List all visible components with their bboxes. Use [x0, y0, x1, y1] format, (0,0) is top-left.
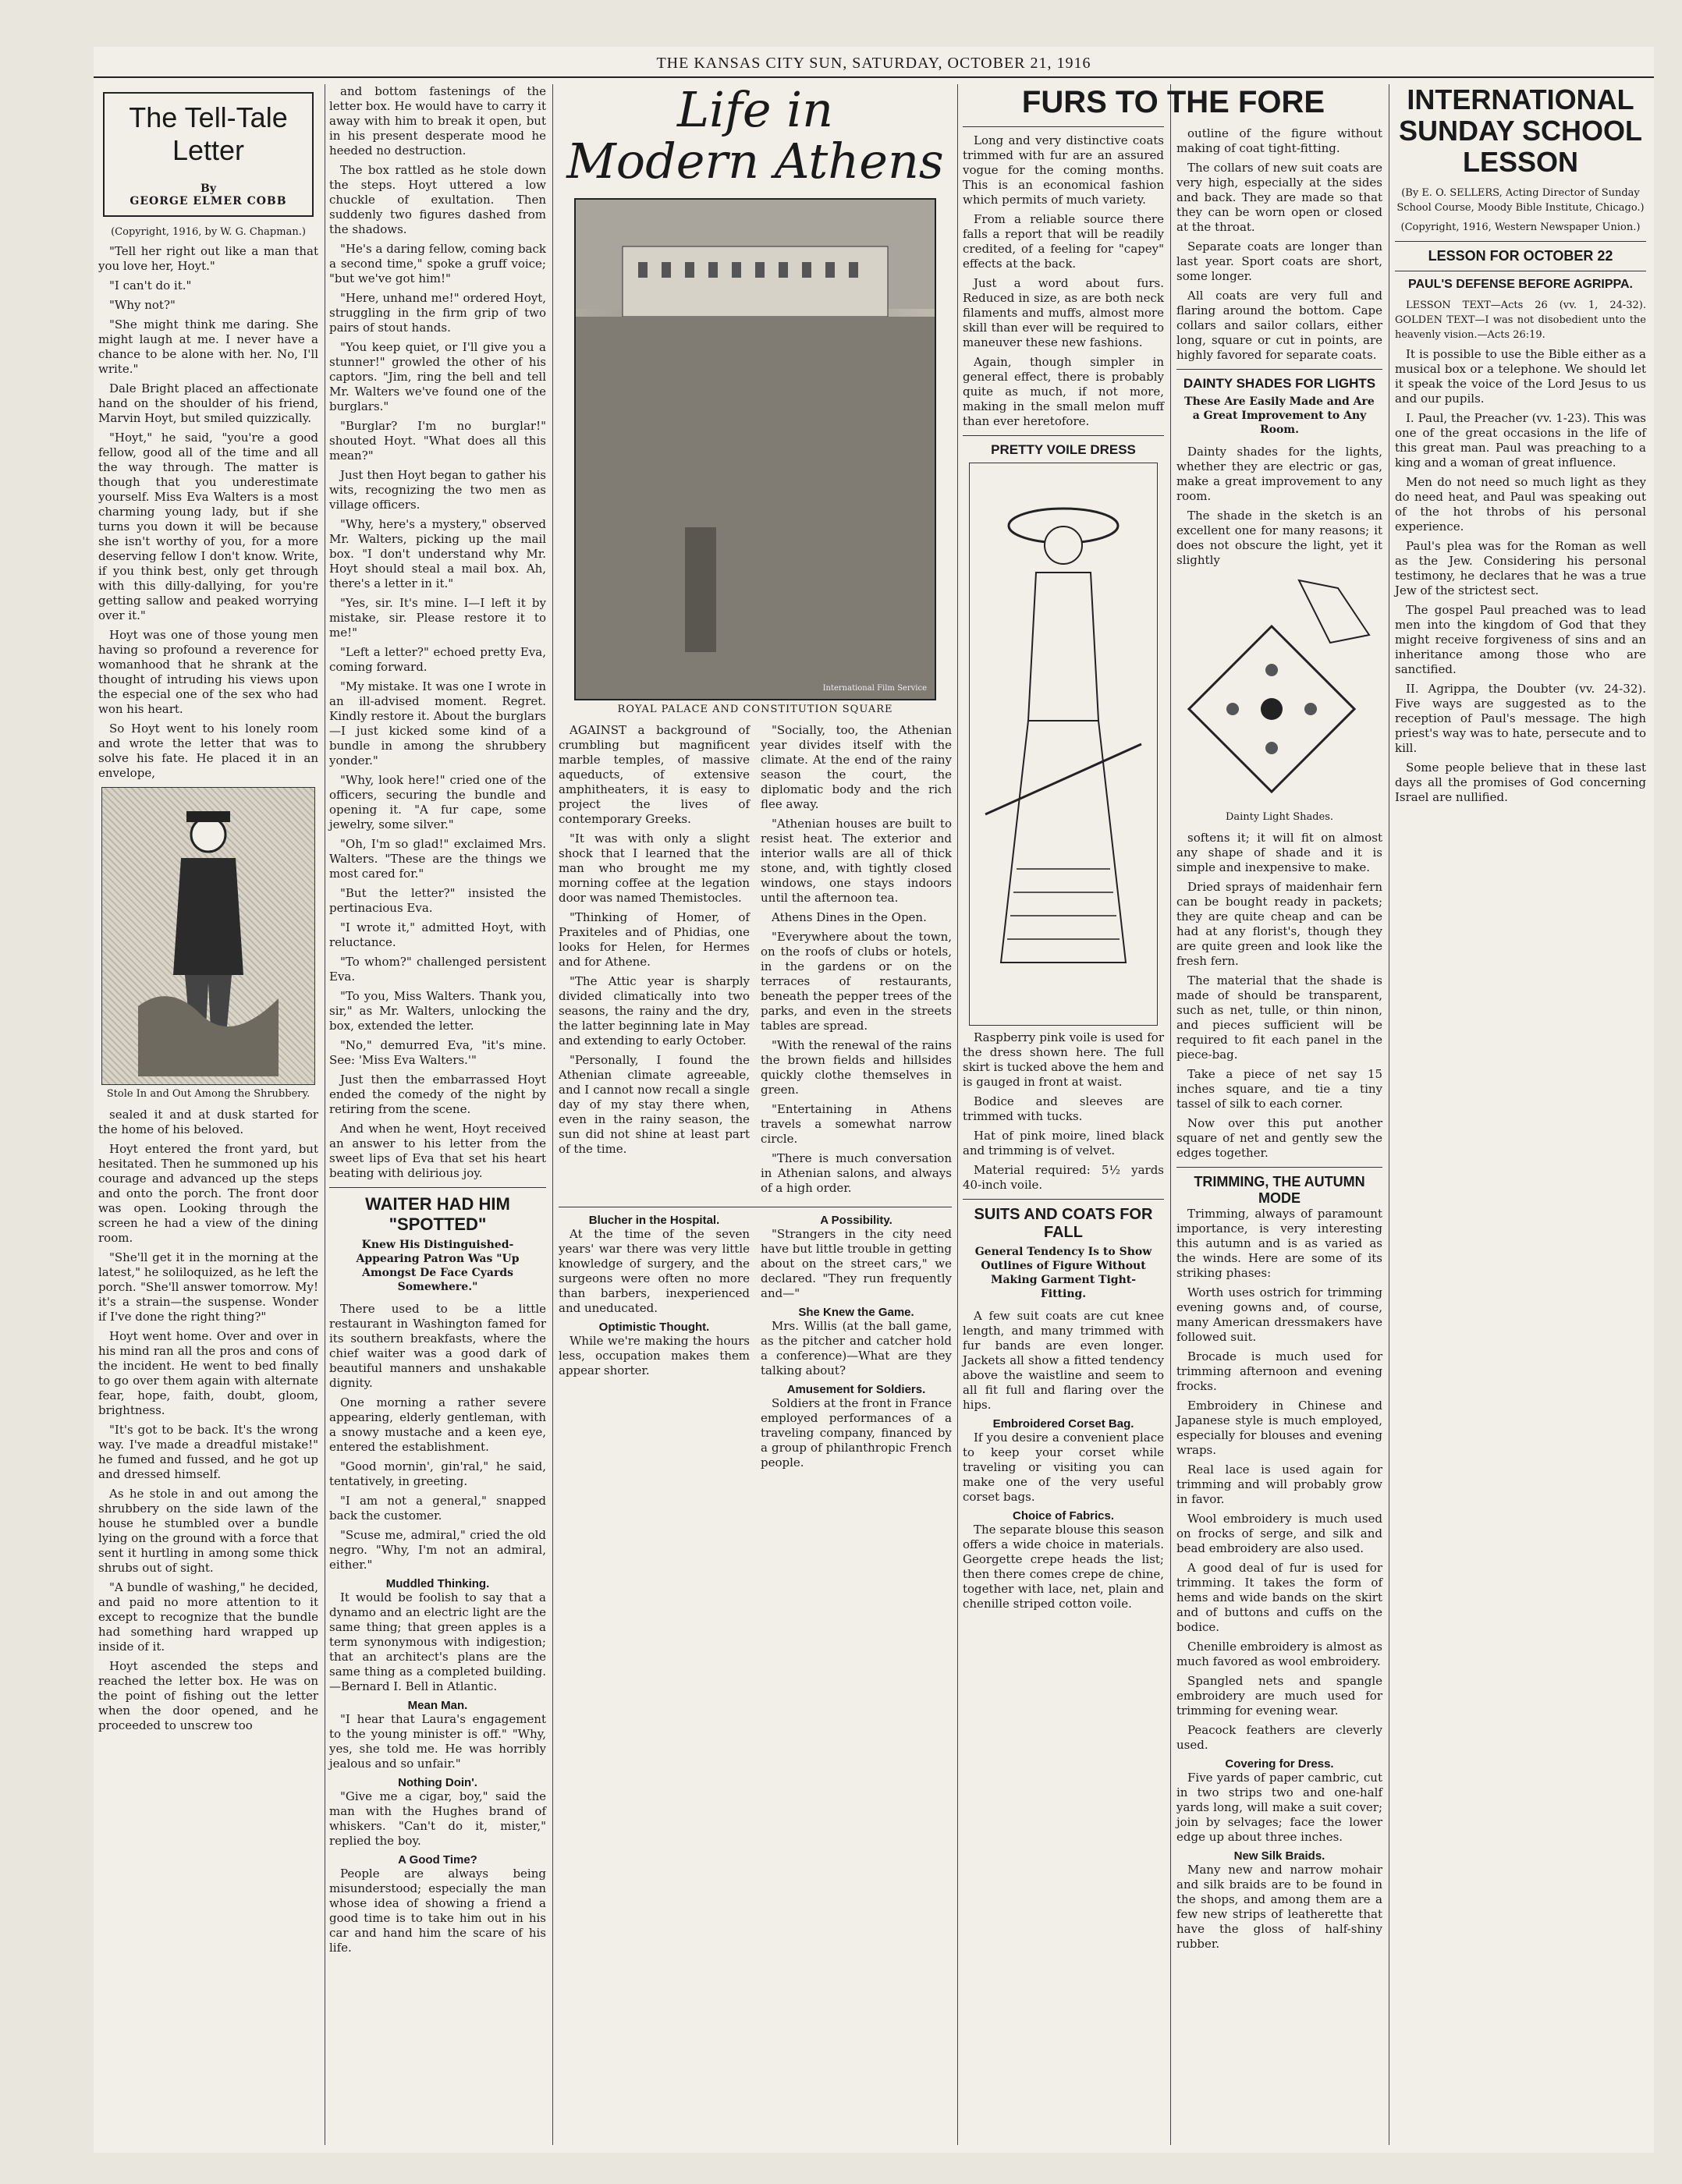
- paragraph: "To you, Miss Walters. Thank you, sir," as Mr. Walters, unlocking the box, extended the letter.: [329, 989, 546, 1033]
- paragraph: "Scuse me, admiral," cried the old negro. "Why, I'm not an admiral, either.": [329, 1528, 546, 1572]
- divider: [963, 435, 1164, 436]
- paragraph: At the time of the seven years' war there was very little knowledge of surgery, and the surgeons were often no more than barbers, inexperienced and uneducated.: [559, 1227, 750, 1315]
- paragraph: Soldiers at the front in France employed performances of a traveling company, financed by a group of philanthropic French people.: [761, 1396, 952, 1470]
- paragraph: The gospel Paul preached was to lead men into the kingdom of God that they might receive forgiveness of sins and an inheritance among those who are sanctified.: [1395, 603, 1646, 676]
- paragraph: Wool embroidery is much used on frocks of serge, and silk and bead embroidery are also used.: [1176, 1512, 1382, 1555]
- game-paragraphs: [761, 1319, 952, 1378]
- paragraph: "I can't do it.": [109, 278, 192, 292]
- muddled-paragraphs: [329, 1590, 546, 1694]
- paragraph: All coats are very full and flaring around the bottom. Cape collars and sailor collars, either long, square or cut in points, are highly favored for separate coats.: [1176, 289, 1382, 362]
- paragraph: "To whom?" challenged persistent Eva.: [329, 955, 546, 984]
- column-shades-trimming: [1176, 84, 1382, 2143]
- story-paragraphs-cont: [98, 1108, 318, 1733]
- paragraph: "She might think me daring. She might laugh at me. I never have a chance to be alone with her. No, I'll write.": [98, 317, 318, 376]
- athens-column-b: [761, 723, 952, 1200]
- paragraph: Dale Bright placed an affectionate hand on the shoulder of his friend, Marvin Hoyt, but smiled quizzically.: [98, 381, 318, 425]
- ss-title-1: INTERNATIONAL: [1407, 83, 1634, 115]
- braids-paragraphs: [1176, 1863, 1382, 1952]
- paragraph: softens it; it will fit on almost any shape of shade and it is simple and inexpensive to make.: [1176, 831, 1382, 874]
- paragraph: It would be foolish to say that a dynamo and an electric light are the same thing; that green apples is a term synonymous with indigestion; that an architect's plans are the same thing as a completed building.—Bernard I. Bell in Atlantic.: [329, 1590, 546, 1693]
- paragraph: Five yards of paper cambric, cut in two strips two and one-half yards long, will make a suit cover; join by selvages; face the lower edge up about three inches.: [1176, 1771, 1382, 1844]
- paragraph: outline of the figure without making of coat tight-fitting.: [1176, 126, 1382, 155]
- paragraph: "I am not a general," snapped back the customer.: [329, 1494, 546, 1523]
- paragraph: Chenille embroidery is almost as much favored as wool embroidery.: [1176, 1640, 1382, 1668]
- paragraph: "She'll get it in the morning at the latest," he soliloquized, as he left the porch. "She'll answer tomorrow. My! it's a strain—the suspense. Wonder if I've done the right thing?": [98, 1250, 318, 1324]
- suits-paragraphs: [963, 1309, 1164, 1413]
- palace-photo: [574, 198, 936, 700]
- story-author: GEORGE ELMER COBB: [130, 195, 287, 207]
- paragraph: I. Paul, the Preacher (vv. 1-23). This was one of the great occasions in the life of this great man. Paul was preaching to a king and a woman of great influence.: [1395, 411, 1646, 470]
- paragraph: "Burglar? I'm no burglar!" shouted Hoyt. "What does all this mean?": [329, 419, 546, 463]
- paragraph: II. Agrippa, the Doubter (vv. 24-32). Five ways are suggested as to the reception of Paul's message. The high priest's way was to hate, persecute and to kill.: [1395, 682, 1646, 755]
- athens-title-line2: Modern Athens: [566, 133, 944, 190]
- paragraph: As he stole in and out among the shrubbery on the side lawn of the house he stumbled over a bundle lying on the ground with a force that sent it hurtling in among some thick shrubs out of sight.: [98, 1487, 318, 1575]
- ss-copyright: (Copyright, 1916, Western Newspaper Union.): [1400, 222, 1641, 233]
- column-tell-tale-letter: [98, 84, 318, 2143]
- paragraph: The material that the shade is made of should be transparent, such as net, tulle, or thin ninon, and pieces sufficient will be required to fit each panel in the piece-bag.: [1176, 973, 1382, 1062]
- corset-headline: Embroidered Corset Bag.: [992, 1417, 1134, 1431]
- paragraph: Spangled nets and spangle embroidery are much used for trimming for evening wear.: [1176, 1674, 1382, 1718]
- paragraph: "Yes, sir. It's mine. I—I left it by mistake, sir. Please restore it to me!": [329, 596, 546, 640]
- athens-column-a: [559, 723, 750, 1200]
- athens-body: [559, 723, 952, 1200]
- lights-paragraphs: [1176, 445, 1382, 568]
- possibility-headline: A Possibility.: [820, 1214, 892, 1227]
- lesson-paragraphs: [1395, 347, 1646, 805]
- paragraph: Athens Dines in the Open.: [772, 910, 927, 924]
- masthead: THE KANSAS CITY SUN, SATURDAY, OCTOBER 21, 1916: [656, 55, 1091, 72]
- nothing-doin-paragraphs: [329, 1789, 546, 1849]
- paragraph: Hoyt entered the front yard, but hesitated. Then he summoned up his courage and advanced up the steps and onto the porch. The front door was open. Looking through the screen he had a view of the dining room.: [98, 1142, 318, 1245]
- paragraph: "Strangers in the city need have but little trouble in getting about on the street cars," we declared. "They run frequently and—": [761, 1227, 952, 1300]
- blucher-paragraphs: [559, 1227, 750, 1316]
- paragraph: "The Attic year is sharply divided climatically into two seasons, the rainy and the dry, the latter beginning late in May and extending to early October.: [559, 974, 750, 1048]
- lights-paragraphs-cont: [1176, 831, 1382, 1161]
- palace-square-icon: [576, 200, 935, 699]
- story-title-box: [103, 92, 314, 217]
- paragraph: "Why not?": [109, 298, 176, 312]
- story-title: The Tell-Tale Letter: [129, 101, 288, 166]
- lights-headline: DAINTY SHADES FOR LIGHTS: [1183, 376, 1376, 391]
- paragraph: Bodice and sleeves are trimmed with tucks.: [963, 1094, 1164, 1123]
- ss-title-3: LESSON: [1462, 146, 1579, 178]
- paragraph: Long and very distinctive coats trimmed with fur are an assured vogue for the coming months. This is an economical fashion which permits of much variety.: [963, 133, 1164, 207]
- paragraph: Again, though simpler in general effect, there is probably quite as much, if not more, making in the small melon muff than ever heretofore.: [963, 355, 1164, 428]
- paragraph: "Left a letter?" echoed pretty Eva, coming forward.: [329, 645, 546, 674]
- paragraph: People are always being misunderstood; especially the man whose idea of showing a friend a good time is to take him out in his car and hand him the scare of his life.: [329, 1867, 546, 1955]
- voile-dress-title: PRETTY VOILE DRESS: [991, 442, 1136, 457]
- paragraph: "But the letter?" insisted the pertinacious Eva.: [329, 886, 546, 915]
- paragraph: "Hoyt," he said, "you're a good fellow, good all of the time and all the way through. The matter is though that you underestimate yourself. Miss Eva Walters is a most charming young lady, but if she turns you down it will be because she isn't worthy of you, for a more deserving fellow I don't know. Write, if you think best, only get through with this dilly-dallying, for you're getting sallow and peaked worrying over it.": [98, 431, 318, 622]
- paragraph: Brocade is much used for trimming afternoon and evening frocks.: [1176, 1349, 1382, 1393]
- shorts-column-a: [559, 1214, 750, 1475]
- furs-paragraphs: [963, 133, 1164, 429]
- column-life-in-athens: [559, 81, 952, 2143]
- trimming-headline: TRIMMING, THE AUTUMN MODE: [1194, 1174, 1365, 1206]
- paragraph: "He's a daring fellow, coming back a second time," spoke a gruff voice; "but we've got him!": [329, 242, 546, 285]
- shorts-column-b: [761, 1214, 952, 1475]
- lamp-shade-icon: [1182, 573, 1377, 807]
- dress-cover-paragraphs: [1176, 1771, 1382, 1845]
- paragraph: From a reliable source there falls a report that will be readily credited, of a feeling for "capey" effects at the back.: [963, 212, 1164, 271]
- lights-caption: Dainty Light Shades.: [1225, 811, 1334, 823]
- story-illustration: [101, 787, 315, 1085]
- game-headline: She Knew the Game.: [798, 1306, 914, 1319]
- photo-credit: International Film Service: [822, 684, 927, 693]
- paragraph: "Personally, I found the Athenian climate agreeable, and I cannot now recall a single day of my stay there when, even in the rainy season, the sun did not shine at least part of the time.: [559, 1053, 750, 1156]
- paragraph: The box rattled as he stole down the steps. Hoyt uttered a low chuckle of exultation. Then suddenly two figures dashed from the shadows.: [329, 163, 546, 236]
- paragraph: "I hear that Laura's engagement to the young minister is off." "Why, yes, she told me. He was horribly jealous and so unfair.": [329, 1712, 546, 1771]
- paragraph: Take a piece of net say 15 inches square, and tie a tiny tassel of silk to each corner.: [1176, 1067, 1382, 1111]
- paragraph: The collars of new suit coats are very high, especially at the sides and back. They are made so that they can be worn open or closed at the throat.: [1176, 161, 1382, 234]
- paragraph: If you desire a convenient place to keep your corset while traveling or visiting you can make one of the very useful corset bags.: [963, 1431, 1164, 1504]
- voile-dress-paragraphs: [963, 1030, 1164, 1193]
- paragraph: "With the renewal of the rains the brown fields and hillsides quickly clothe themselves in green.: [761, 1038, 952, 1097]
- paragraph: "I wrote it," admitted Hoyt, with reluctance.: [329, 920, 546, 949]
- waiter-headline: WAITER HAD HIM "SPOTTED": [365, 1194, 510, 1234]
- illustration-caption: Stole In and Out Among the Shrubbery.: [106, 1088, 310, 1100]
- paragraph: Hat of pink moire, lined black and trimming is of velvet.: [963, 1129, 1164, 1158]
- paragraph: and bottom fastenings of the letter box. He would have to carry it away with him to break it open, but in his present desperate mood he heeded no destruction.: [329, 84, 546, 158]
- paragraph: "It was with only a slight shock that I learned that the man who brought me my morning coffee at the legation door was named Themistocles.: [559, 831, 750, 905]
- paragraph: The separate blouse this season offers a wide choice in materials. Georgette crepe heads the list; then there comes crepe de chine, together with lace, net, plain and chenille striped cotton voile.: [963, 1523, 1164, 1611]
- lesson-title: PAUL'S DEFENSE BEFORE AGRIPPA.: [1408, 278, 1633, 291]
- paragraph: "No," demurred Eva, "it's mine. See: 'Miss Eva Walters.'": [329, 1038, 546, 1067]
- paragraph: "Why, look here!" cried one of the officers, securing the bundle and opening it. "A fur cape, some jewelry, some silver.": [329, 773, 546, 831]
- coats-paragraphs: [1176, 126, 1382, 363]
- photo-caption: ROYAL PALACE AND CONSTITUTION SQUARE: [617, 704, 893, 715]
- paragraph: AGAINST a background of crumbling but magnificent marble temples, of massive aqueducts, of extensive amphitheaters, it is easy to project the lives of contemporary Greeks.: [559, 723, 750, 826]
- braids-headline: New Silk Braids.: [1233, 1849, 1325, 1863]
- dress-cover-headline: Covering for Dress.: [1225, 1757, 1334, 1771]
- spacer: [1176, 84, 1382, 126]
- paragraph: Embroidery in Chinese and Japanese style is much employed, especially for blouses and evening wraps.: [1176, 1399, 1382, 1457]
- paragraph: "It's got to be back. It's the wrong way. I've made a dreadful mistake!" he fumed and fussed, and he got up and dressed himself.: [98, 1423, 318, 1481]
- story-paragraphs-cont2: [329, 84, 546, 1181]
- column-sunday-school: [1395, 84, 1646, 2143]
- paragraph: "My mistake. It was one I wrote in an ill-advised moment. Regret. Kindly restore it. About the burglars—I just kicked some kind of a bundle in among the shrubbery yonder.": [329, 679, 546, 768]
- paragraph: sealed it and at dusk started for the home of his beloved.: [98, 1108, 318, 1136]
- paragraph: Mrs. Willis (at the ball game, as the pitcher and catcher hold a conference)—What are they talking about?: [761, 1319, 952, 1377]
- paragraph: "Socially, too, the Athenian year divides itself with the climate. At the end of the rainy season the court, the diplomatic body and the rich flee away.: [761, 723, 952, 811]
- paragraph: Worth uses ostrich for trimming evening gowns and, of course, many American dressmakers have followed suit.: [1176, 1285, 1382, 1344]
- dress-figure-icon: [970, 463, 1157, 1017]
- divider: [963, 126, 1164, 127]
- copyright-line: (Copyright, 1916, by W. G. Chapman.): [111, 226, 306, 238]
- paragraph: "A bundle of washing," he decided, and paid no more attention to it except to recognize that the bundle had something hard wrapped up inside of it.: [98, 1580, 318, 1654]
- paragraph: Dainty shades for the lights, whether they are electric or gas, make a great improvement to any room.: [1176, 445, 1382, 503]
- paragraph: A good deal of fur is used for trimming. It takes the form of hems and wide bands on the skirt and of buttons and cuffs on the bodice.: [1176, 1561, 1382, 1634]
- paragraph: Some people believe that in these last days all the promises of God concerning Israel are nullified.: [1395, 760, 1646, 804]
- paragraph: It is possible to use the Bible either as a musical box or a telephone. We should let it speak the voice of the Lord Jesus to us and our pupils.: [1395, 347, 1646, 406]
- suits-headline: SUITS AND COATS FOR FALL: [974, 1206, 1153, 1241]
- paragraph: Dried sprays of maidenhair fern can be bought ready in packets; they are quite cheap and can be had at any florist's, though they are quite green and look like the fresh fern.: [1176, 880, 1382, 968]
- paragraph: "Tell her right out like a man that you love her, Hoyt.": [98, 244, 318, 273]
- paragraph: "Here, unhand me!" ordered Hoyt, struggling in the firm grip of two pairs of stout hands.: [329, 291, 546, 335]
- paragraph: "There is much conversation in Athenian salons, and always of a high order.: [761, 1151, 952, 1195]
- column-rule: [1170, 84, 1171, 2145]
- paragraph: Hoyt was one of those young men having so profound a reverence for womanhood that he shrank at the thought of intruding his views upon the especial one of the sex who had won his heart.: [98, 628, 318, 716]
- paragraph: And when he went, Hoyt received an answer to his letter from the sweet lips of Eva that set his heart beating with delirious joy.: [329, 1122, 546, 1180]
- paragraph: Just then Hoyt began to gather his wits, recognizing the two men as village officers.: [329, 468, 546, 512]
- waiter-paragraphs: [329, 1302, 546, 1572]
- corset-paragraphs: [963, 1431, 1164, 1505]
- optimistic-headline: Optimistic Thought.: [598, 1321, 710, 1334]
- lights-subhead: These Are Easily Made and Are a Great Improvement to Any Room.: [1184, 395, 1375, 436]
- amusement-paragraphs: [761, 1396, 952, 1470]
- paragraph: Many new and narrow mohair and silk braids are to be found in the shops, and among them are a few new strips of leatherette that have the gloss of half-shiny rubber.: [1176, 1863, 1382, 1951]
- shorts-body: [559, 1214, 952, 1475]
- paragraph: There used to be a little restaurant in Washington famed for its southern breakfasts, where the chief waiter was a good dark of beautiful manners and unshakable dignity.: [329, 1302, 546, 1390]
- paragraph: "Entertaining in Athens travels a somewhat narrow circle.: [761, 1102, 952, 1146]
- mean-man-headline: Mean Man.: [407, 1699, 468, 1712]
- paragraph: Hoyt went home. Over and over in his mind ran all the pros and cons of the incident. He went to bed finally to go over them again with alternate fear, hope, faith, doubt, gloom, brightness.: [98, 1329, 318, 1417]
- story-by: By: [200, 183, 216, 195]
- paragraph: Just a word about furs. Reduced in size, as are both neck filaments and muffs, almost more skill than ever will be required to maneuver these new fashions.: [963, 276, 1164, 349]
- paragraph: Separate coats are longer than last year. Sport coats are short, some longer.: [1176, 239, 1382, 283]
- paragraph: A few suit coats are cut knee length, and many trimmed with fur bands are even longer. Jackets all show a fitted tendency above the waistline and seem to all fit full and flaring over the hips.: [963, 1309, 1164, 1412]
- furs-headline: FURS TO THE FORE: [1021, 85, 1325, 119]
- paragraph: Now over this put another square of net and gently sew the edges together.: [1176, 1116, 1382, 1160]
- paragraph: One morning a rather severe appearing, elderly gentleman, with a snowy mustache and a keen eye, entered the establishment.: [329, 1395, 546, 1454]
- lesson-for: LESSON FOR OCTOBER 22: [1428, 248, 1613, 264]
- amusement-headline: Amusement for Soldiers.: [786, 1383, 926, 1396]
- column-rule: [957, 84, 958, 2145]
- mean-man-paragraphs: [329, 1712, 546, 1771]
- paragraph: "Oh, I'm so glad!" exclaimed Mrs. Walters. "These are the things we most cared for.": [329, 837, 546, 881]
- man-in-shrubbery-icon: [138, 788, 279, 1076]
- fabrics-headline: Choice of Fabrics.: [1012, 1509, 1115, 1523]
- ss-title-2: SUNDAY SCHOOL: [1398, 115, 1643, 147]
- paragraph: Hoyt ascended the steps and reached the letter box. He was on the point of fishing out the letter when the door opened, and he proceeded to unscrew too: [98, 1659, 318, 1732]
- paragraph: Paul's plea was for the Roman as well as the Jew. Considering his personal testimony, he declares that he was a true Jew of the strictest sect.: [1395, 539, 1646, 597]
- paragraph: Peacock feathers are cleverly used.: [1176, 1723, 1382, 1752]
- paragraph: Material required: 5½ yards 40-inch voile.: [963, 1163, 1164, 1192]
- possibility-paragraphs: [761, 1227, 952, 1301]
- story-paragraphs: [98, 244, 318, 781]
- ss-credit: (By E. O. SELLERS, Acting Director of Sunday School Course, Moody Bible Institute, Chicago.): [1396, 187, 1645, 214]
- good-time-headline: A Good Time?: [398, 1853, 477, 1867]
- paragraph: "Everywhere about the town, on the roofs of clubs or hotels, in the gardens or on the terraces of restaurants, beneath the pepper trees of the parks, and even in the streets tables are spread.: [761, 930, 952, 1033]
- divider: [1176, 369, 1382, 370]
- voile-dress-illustration: [969, 463, 1158, 1026]
- masthead-rule: [94, 76, 1654, 78]
- trimming-paragraphs: [1176, 1207, 1382, 1753]
- good-time-paragraphs: [329, 1867, 546, 1955]
- paragraph: "Good mornin', gin'ral," he said, tentatively, in greeting.: [329, 1459, 546, 1488]
- muddled-headline: Muddled Thinking.: [385, 1577, 490, 1590]
- paragraph: "You keep quiet, or I'll give you a stunner!" growled the other of his captors. "Jim, ring the bell and tell Mr. Walters we've found one of the burglars.": [329, 340, 546, 413]
- nothing-doin-headline: Nothing Doin'.: [398, 1776, 477, 1789]
- lesson-text: LESSON TEXT—Acts 26 (vv. 1, 24-32). GOLDEN TEXT—I was not disobedient unto the heavenly vision.—Acts 26:19.: [1395, 300, 1646, 341]
- paragraph: Real lace is used again for trimming and will probably grow in favor.: [1176, 1462, 1382, 1506]
- athens-title-line1: Life in: [676, 81, 834, 138]
- newspaper-page: [94, 47, 1654, 2153]
- optimistic-paragraphs: [559, 1334, 750, 1378]
- paragraph: "Athenian houses are built to resist heat. The exterior and interior walls are all of thick stone, and, with tightly closed windows, one stays indoors until the afternoon tea.: [761, 817, 952, 905]
- suits-subhead: General Tendency Is to Show Outlines of Figure Without Making Garment Tight-Fitting.: [974, 1246, 1152, 1300]
- paragraph: "Thinking of Homer, of Praxiteles and of Phidias, one looks for Helen, for Hermes and for Athene.: [559, 910, 750, 969]
- divider: [1395, 241, 1646, 242]
- column-rule: [552, 84, 553, 2145]
- waiter-subhead: Knew His Distinguished-Appearing Patron Was "Up Amongst De Face Cyards Somewhere.": [356, 1239, 520, 1293]
- light-shades-illustration: [1176, 573, 1382, 807]
- paragraph: Men do not need so much light as they do need heat, and Paul was speaking out of the hot throbs of his personal experience.: [1395, 475, 1646, 534]
- paragraph: Raspberry pink voile is used for the dress shown here. The full skirt is tucked above the hem and is gauged in front at waist.: [963, 1030, 1165, 1089]
- fabrics-paragraphs: [963, 1523, 1164, 1611]
- paragraph: Trimming, always of paramount importance, is very interesting this autumn and is as varied as the winds. Here are some of its striking phases:: [1176, 1207, 1382, 1280]
- paragraph: Just then the embarrassed Hoyt ended the comedy of the night by retiring from the scene.: [329, 1072, 546, 1116]
- paragraph: "Give me a cigar, boy," said the man with the Hughes brand of whiskers. "Can't do it, mister," replied the boy.: [329, 1789, 546, 1848]
- paragraph: The shade in the sketch is an excellent one for many reasons; it does not obscure the light, yet it slightly: [1176, 509, 1382, 567]
- column-story-continued: [329, 84, 546, 2143]
- paragraph: "Why, here's a mystery," observed Mr. Walters, picking up the mail box. "I don't understand why Mr. Hoyt should steal a mail box. Ah, there's a letter in it.": [329, 517, 546, 590]
- blucher-headline: Blucher in the Hospital.: [588, 1214, 720, 1227]
- divider: [963, 1199, 1164, 1200]
- divider: [329, 1187, 546, 1188]
- divider: [1176, 1167, 1382, 1168]
- paragraph: So Hoyt went to his lonely room and wrote the letter that was to solve his fate. He placed it in an envelope,: [98, 722, 318, 780]
- paragraph: While we're making the hours less, occupation makes them appear shorter.: [559, 1334, 750, 1377]
